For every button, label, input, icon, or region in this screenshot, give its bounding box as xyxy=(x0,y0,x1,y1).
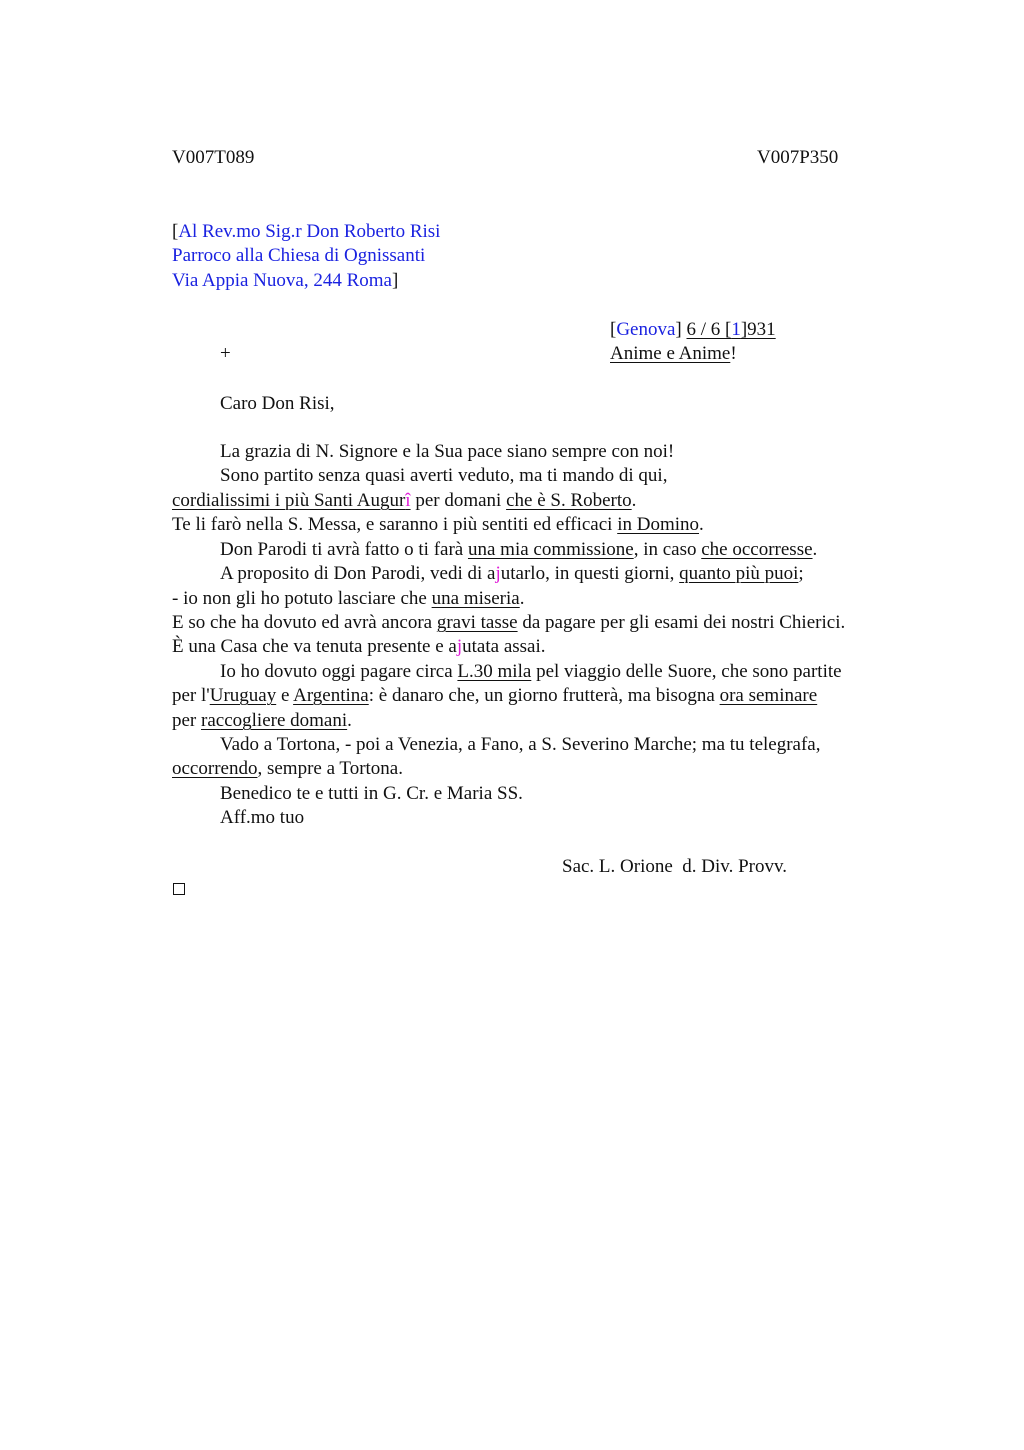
body-line: A proposito di Don Parodi, vedi di ajutarlo, in questi giorni, quanto più puoi; xyxy=(220,563,804,584)
body-line: per raccogliere domani. xyxy=(172,710,352,731)
body-line: Te li farò nella S. Messa, e saranno i più sentiti ed efficaci in Domino. xyxy=(172,514,704,535)
body-line: Sono partito senza quasi averti veduto, ma ti mando di qui, xyxy=(220,465,668,486)
motto: Anime e Anime! xyxy=(610,343,737,364)
body-line: Io ho dovuto oggi pagare circa L.30 mila pel viaggio delle Suore, che sono partite xyxy=(220,661,842,682)
address-recipient: Al Rev.mo Sig.r Don Roberto Risi xyxy=(178,221,441,242)
body-line: - io non gli ho potuto lasciare che una miseria. xyxy=(172,588,525,609)
body-line: È una Casa che va tenuta presente e ajutata assai. xyxy=(172,636,546,657)
document-code-left: V007T089 xyxy=(172,147,255,168)
body-line: occorrendo, sempre a Tortona. xyxy=(172,758,403,779)
body-line: per l'Uruguay e Argentina: è danaro che, un giorno frutterà, ma bisogna ora seminare xyxy=(172,685,818,706)
document-code-right: V007P350 xyxy=(757,147,839,168)
body-line: Don Parodi ti avrà fatto o ti farà una mia commissione, in caso che occorresse. xyxy=(220,539,818,560)
address-line-1 xyxy=(172,220,440,244)
body-line: E so che ha dovuto ed avrà ancora gravi tasse da pagare per gli esami dei nostri Chierici. xyxy=(172,612,846,633)
address-open-bracket: [ xyxy=(172,221,179,242)
dateline-date: 6 / 6 [1]931 xyxy=(686,319,776,340)
address-line-2: Parroco alla Chiesa di Ognissanti xyxy=(172,245,426,266)
body-line: cordialissimi i più Santi Augurî per domani che è S. Roberto. xyxy=(172,490,637,511)
body-line: La grazia di N. Signore e la Sua pace siano sempre con noi! xyxy=(220,441,675,462)
motto-text: Anime e Anime xyxy=(610,343,731,364)
dateline-city: Genova xyxy=(616,319,676,340)
body-line: Benedico te e tutti in G. Cr. e Maria SS. xyxy=(220,783,523,804)
signature: Sac. L. Orione d. Div. Provv. xyxy=(562,856,787,877)
end-square-icon xyxy=(173,883,185,895)
greeting: Caro Don Risi, xyxy=(220,393,335,414)
dateline: [Genova] 6 / 6 [1]931 xyxy=(610,319,776,340)
address-street: Via Appia Nuova, 244 Roma xyxy=(172,270,392,291)
cross-mark: + xyxy=(220,343,231,364)
closing: Aff.mo tuo xyxy=(220,807,305,828)
body-line: Vado a Tortona, - poi a Venezia, a Fano, a S. Severino Marche; ma tu telegrafa, xyxy=(220,734,821,755)
address-close-bracket: ] xyxy=(391,270,399,291)
address-line-3 xyxy=(172,269,398,293)
